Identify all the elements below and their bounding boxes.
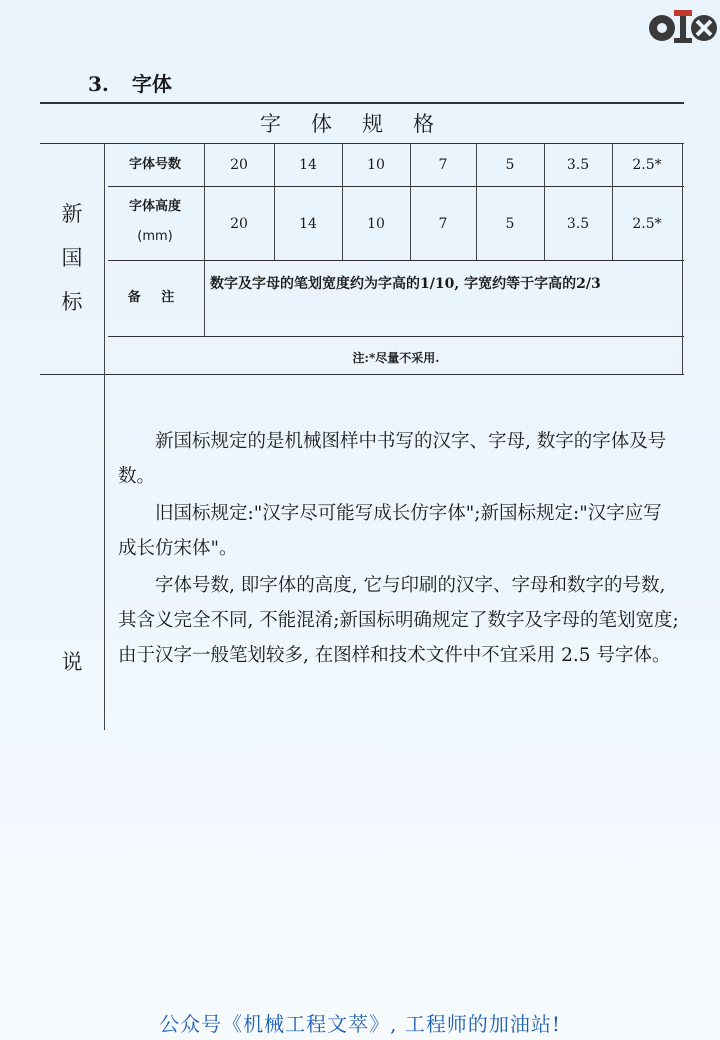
footer-caption: 公众号《机械工程文萃》, 工程师的加油站! [159, 1012, 561, 1036]
row1-cell: 3.5 [566, 157, 590, 173]
logo-icon [648, 6, 718, 46]
remark-rule [108, 336, 684, 337]
row2-header: 字体高度 (mm) [128, 199, 181, 244]
row1-cell: 10 [367, 157, 385, 173]
table-title: 字体规格 [260, 112, 464, 136]
section-heading [88, 68, 172, 97]
row2-cell: 2.5* [632, 215, 662, 232]
side-label-explanation: 说 [61, 650, 83, 674]
side-divider [104, 144, 105, 730]
row1-cell: 7 [438, 157, 448, 173]
table-note: 注:*尽量不采用. [352, 350, 440, 365]
row1-cell: 5 [505, 157, 515, 173]
side-label-new-standard: 新 国 标 [61, 202, 83, 314]
section-title: 字体 [131, 72, 172, 96]
row1-header: 字体号数 [128, 157, 181, 172]
section-number: 3. [88, 72, 109, 96]
row1-cell: 2.5* [632, 157, 662, 173]
explanation-paragraph: 字体号数, 即字体的高度, 它与印刷的汉字、字母和数字的号数, 其含义完全不同, 不能混淆;新国标明确规定了数字及字母的笔划宽度;由于汉字一般笔划较多, 在图样和技术文件中不宜采用 2.5 号字体。 [118, 575, 679, 666]
row1-cell: 14 [299, 157, 317, 173]
table-mid-rule [40, 374, 684, 375]
explanation-body [118, 424, 680, 675]
row2-cell: 7 [438, 215, 448, 232]
row1-cell: 20 [230, 157, 248, 173]
row2-cell: 14 [299, 215, 317, 232]
remark-header: 备 注 [127, 290, 183, 305]
row2-cell: 3.5 [566, 215, 590, 232]
explanation-paragraph: 旧国标规定:"汉字尽可能写成长仿字体";新国标规定:"汉字应写成长仿宋体"。 [118, 503, 662, 559]
explanation-paragraph: 新国标规定的是机械图样中书写的汉字、字母, 数字的字体及号数。 [118, 431, 667, 487]
row2-cell: 20 [230, 215, 248, 232]
row2-cell: 10 [367, 215, 385, 232]
remark-text: 数字及字母的笔划宽度约为字高的1/10, 字宽约等于字高的2/3 [210, 276, 601, 292]
row2-rule [108, 260, 684, 261]
row2-cell: 5 [505, 215, 515, 232]
